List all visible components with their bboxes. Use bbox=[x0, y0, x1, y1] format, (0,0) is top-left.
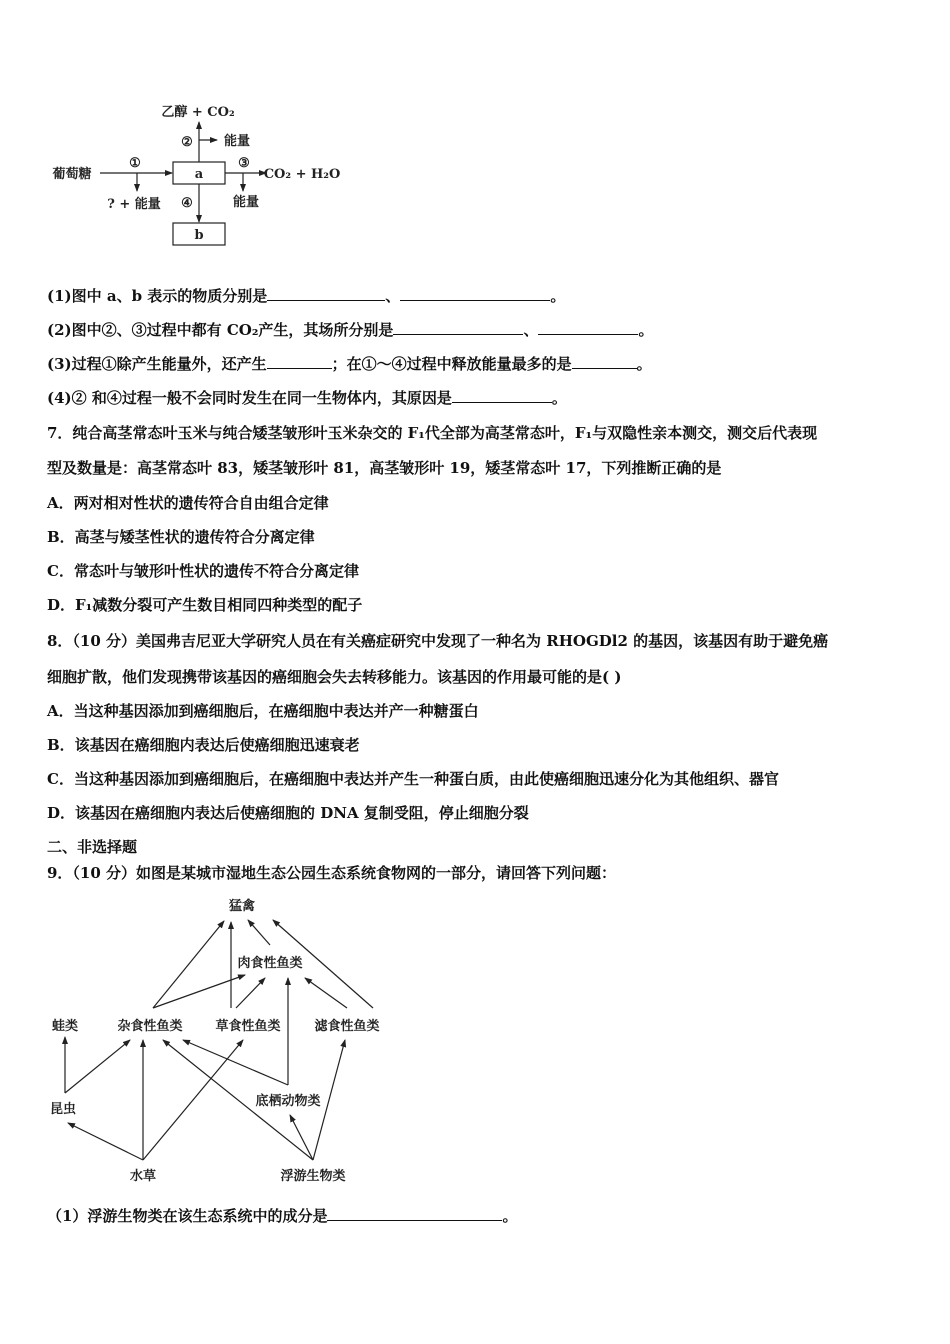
answer-blank[interactable] bbox=[538, 320, 638, 335]
q8-option-d[interactable]: D．该基因在癌细胞内表达后使癌细胞的 DNA 复制受阻，停止细胞分裂 bbox=[47, 804, 529, 822]
q8-option-b[interactable]: B．该基因在癌细胞内表达后使癌细胞迅速衰老 bbox=[47, 736, 360, 754]
label-step1: ① bbox=[129, 156, 141, 171]
answer-blank[interactable] bbox=[393, 320, 523, 335]
section-heading: 二、非选择题 bbox=[47, 838, 138, 856]
answer-blank[interactable] bbox=[267, 286, 385, 301]
food-web-arrows bbox=[65, 920, 373, 1160]
q8-option-c[interactable]: C．当这种基因添加到癌细胞后，在癌细胞中表达并产生一种蛋白质，由此使癌细胞迅速分化为其他组织、器官 bbox=[47, 770, 779, 788]
node-carnivorous-fish: 肉食性鱼类 bbox=[237, 956, 303, 971]
label-step4: ④ bbox=[181, 196, 193, 211]
q6-part1 bbox=[47, 286, 565, 306]
node-benthos: 底栖动物类 bbox=[255, 1094, 321, 1109]
period: 。 bbox=[502, 1207, 518, 1225]
q6-part1-text: (1)图中 a、b 表示的物质分别是 bbox=[47, 287, 268, 305]
node-herbivorous-fish: 草食性鱼类 bbox=[215, 1019, 281, 1034]
q6-part2-text: (2)图中②、③过程中都有 CO₂产生，其场所分别是 bbox=[47, 321, 394, 339]
arrow bbox=[305, 978, 347, 1008]
node-omnivorous-fish: 杂食性鱼类 bbox=[117, 1019, 183, 1034]
q8-option-a[interactable]: A．当这种基因添加到癌细胞后，在癌细胞中表达并产一种糖蛋白 bbox=[47, 702, 479, 720]
node-plankton: 浮游生物类 bbox=[280, 1169, 346, 1184]
q6-part3-mid: ；在①～④过程中释放能量最多的是 bbox=[331, 355, 572, 373]
node-insects: 昆虫 bbox=[49, 1102, 77, 1117]
node-frogs: 蛙类 bbox=[51, 1019, 79, 1034]
q7-stem-line2: 型及数量是：高茎常态叶 83，矮茎皱形叶 81，高茎皱形叶 19，矮茎常态叶 17，下列推断正确的是 bbox=[47, 459, 722, 477]
q9-part1-text: （1）浮游生物类在该生态系统中的成分是 bbox=[47, 1207, 328, 1225]
q8-stem-line1: 8．（10 分）美国弗吉尼亚大学研究人员在有关癌症研究中发现了一种名为 RHOGDl2 的基因，该基因有助于避免癌 bbox=[47, 632, 829, 650]
arrow bbox=[68, 1123, 143, 1160]
label-step3-energy: 能量 bbox=[232, 195, 260, 210]
answer-blank[interactable] bbox=[400, 286, 550, 301]
q6-part3 bbox=[47, 354, 652, 374]
q7-option-d[interactable]: D．F₁减数分裂可产生数目相同四种类型的配子 bbox=[47, 596, 363, 614]
q7-stem-line1: 7．纯合高茎常态叶玉米与纯合矮茎皱形叶玉米杂交的 F₁代全部为高茎常态叶，F₁与双隐性亲本测交，测交后代表现 bbox=[47, 424, 818, 442]
arrow bbox=[236, 978, 265, 1008]
label-step2: ② bbox=[181, 135, 193, 150]
arrow bbox=[65, 1040, 130, 1093]
q6-part4 bbox=[47, 388, 567, 408]
arrow bbox=[143, 1040, 243, 1160]
node-aquatic-plants: 水草 bbox=[129, 1169, 157, 1184]
period: 。 bbox=[636, 355, 652, 373]
label-top-product: 乙醇 + CO₂ bbox=[161, 105, 235, 120]
period: 。 bbox=[550, 287, 566, 305]
q7-option-b[interactable]: B．高茎与矮茎性状的遗传符合分离定律 bbox=[47, 528, 315, 546]
answer-blank[interactable] bbox=[327, 1206, 502, 1221]
label-glucose: 葡萄糖 bbox=[52, 167, 92, 182]
q9-part1 bbox=[47, 1206, 517, 1226]
separator: 、 bbox=[385, 287, 401, 305]
label-box-a: a bbox=[194, 167, 204, 182]
q6-part2 bbox=[47, 320, 653, 340]
label-step3-product: CO₂ + H₂O bbox=[263, 167, 341, 182]
arrow bbox=[290, 1115, 313, 1160]
period: 。 bbox=[638, 321, 654, 339]
arrow bbox=[183, 1040, 288, 1085]
separator: 、 bbox=[523, 321, 539, 339]
label-step2-energy: 能量 bbox=[223, 134, 251, 149]
answer-blank[interactable] bbox=[452, 388, 552, 403]
label-step3: ③ bbox=[238, 156, 250, 171]
q8-stem-line2: 细胞扩散，他们发现携带该基因的癌细胞会失去转移能力。该基因的作用最可能的是( ) bbox=[47, 668, 622, 686]
q7-option-a[interactable]: A．两对相对性状的遗传符合自由组合定律 bbox=[47, 494, 329, 512]
q7-option-c[interactable]: C．常态叶与皱形叶性状的遗传不符合分离定律 bbox=[47, 562, 359, 580]
label-box-b: b bbox=[194, 228, 204, 243]
q6-part3-text: (3)过程①除产生能量外，还产生 bbox=[47, 355, 267, 373]
answer-blank[interactable] bbox=[572, 354, 637, 369]
label-step1-output: ? + 能量 bbox=[107, 197, 161, 212]
arrow bbox=[248, 920, 270, 945]
node-raptor: 猛禽 bbox=[228, 899, 256, 914]
answer-blank[interactable] bbox=[267, 354, 332, 369]
period: 。 bbox=[551, 389, 567, 407]
q6-part4-text: (4)② 和④过程一般不会同时发生在同一生物体内，其原因是 bbox=[47, 389, 452, 407]
q9-stem: 9．（10 分）如图是某城市湿地生态公园生态系统食物网的一部分，请回答下列问题： bbox=[47, 864, 617, 882]
node-filter-fish: 滤食性鱼类 bbox=[314, 1019, 380, 1034]
